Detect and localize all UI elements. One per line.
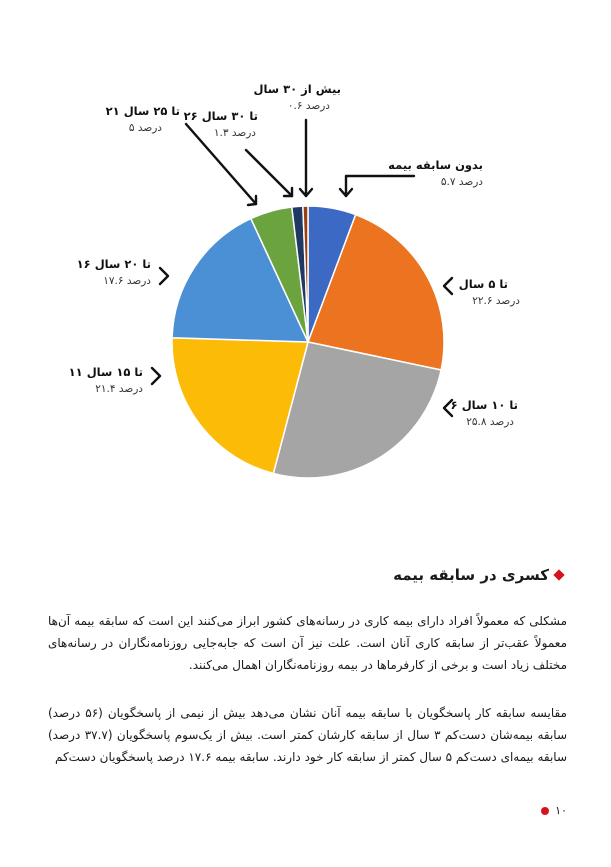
label-no-insurance-name: بدون سابقه بیمه <box>388 158 483 172</box>
label-over-30-name: بیش از ۳۰ سال <box>253 82 341 96</box>
page-number: ۱۰ <box>555 804 567 817</box>
label-6-10-name: ۶ تا ۱۰ سال <box>450 398 518 412</box>
red-dot-icon <box>541 807 549 815</box>
section-title: کسری در سابقه بیمه <box>393 566 549 584</box>
chevron-11-15 <box>152 368 160 384</box>
label-21-25-value: ۵ درصد <box>128 122 162 134</box>
label-11-15-name: ۱۱ تا ۱۵ سال <box>68 365 143 379</box>
diamond-bullet-icon <box>553 569 564 580</box>
chevron-upto-5 <box>444 278 452 294</box>
label-upto-5-name: تا ۵ سال <box>458 277 508 291</box>
label-11-15-value: ۲۱.۴ درصد <box>95 383 143 395</box>
label-over-30-value: ۰.۶ درصد <box>287 100 330 112</box>
pie-slices <box>172 206 444 478</box>
chevron-16-20 <box>160 268 168 284</box>
label-21-25-name: ۲۱ تا ۲۵ سال <box>105 104 180 118</box>
arrow-26-30 <box>246 150 292 196</box>
paragraph-1: مشکلی که معمولاً افراد دارای بیمه کاری در رسانه‌های کشور ابراز می‌کنند این است که سابقه بیمه آن‌ها معمولاً عقب‌تر از سابقه کاری آنان است. علت نیز آن است که جابه‌جایی روزنامه‌نگاران در رسانه‌های مختلف زیاد است و برخی از کارفرماها در بیمه روزنامه‌نگاران اهمال می‌کنند. <box>48 614 567 672</box>
label-26-30-value: ۱.۳ درصد <box>213 127 256 139</box>
page-footer <box>541 804 567 817</box>
label-upto-5-value: ۲۲.۶ درصد <box>472 295 520 307</box>
label-no-insurance-value: ۵.۷ درصد <box>440 176 483 188</box>
label-16-20-value: ۱۷.۶ درصد <box>103 275 151 287</box>
label-16-20-name: ۱۶ تا ۲۰ سال <box>76 257 151 271</box>
label-6-10-value: ۲۵.۸ درصد <box>466 416 514 428</box>
section-heading <box>393 566 563 584</box>
paragraph-2: مقایسه سابقه کار پاسخگویان با سابقه بیمه آنان نشان می‌دهد بیش از نیمی از پاسخگویان (۵۶ درصد) سابقه بیمه‌شان دست‌کم ۳ سال از سابقه کارشان کمتر است. بیش از یک‌سوم پاسخگویان (۳۷.۷ درصد) سابقه بیمه‌ای دست‌کم ۵ سال کمتر از سابقه کار خود دارند. سابقه بیمه ۱۷.۶ درصد پاسخگویان دست‌کم <box>48 706 568 764</box>
label-26-30-name: ۲۶ تا ۳۰ سال <box>183 109 258 123</box>
arrow-no-insurance <box>346 176 414 196</box>
